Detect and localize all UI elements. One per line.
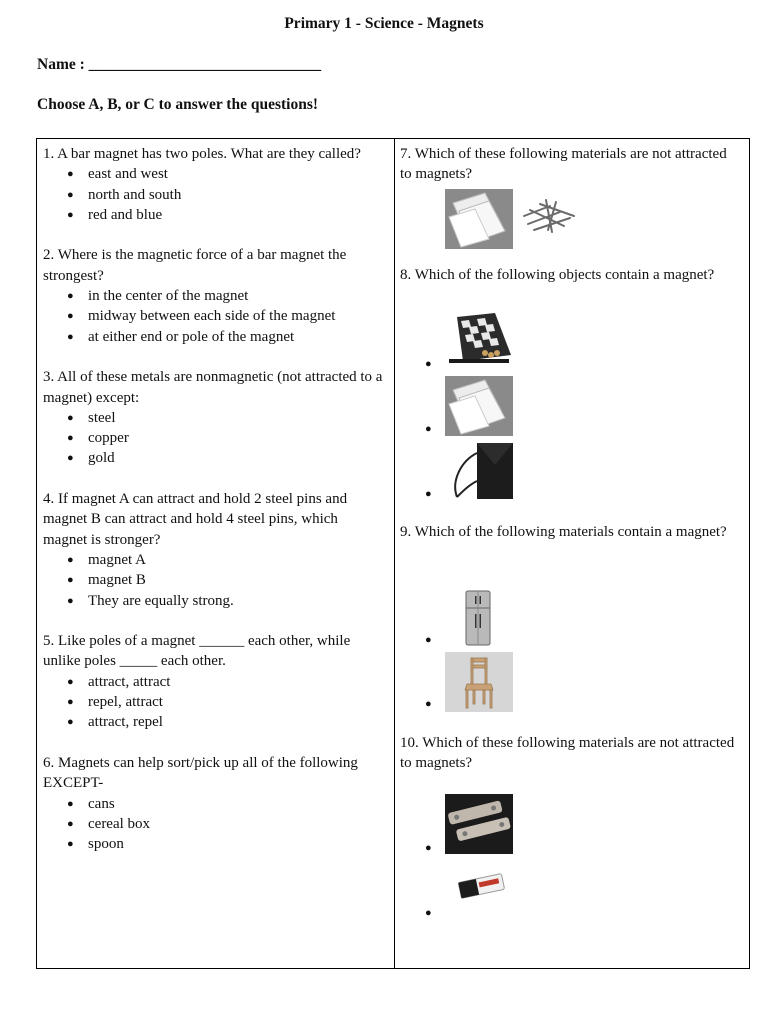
bullet-icon: ● (425, 842, 432, 854)
bullet-icon: ● (67, 797, 74, 810)
option-label: spoon (88, 836, 124, 853)
paper-sheets-icon (445, 376, 513, 436)
refrigerator-image (462, 590, 494, 646)
steel-nails-image (520, 196, 578, 236)
bullet-icon: ● (425, 907, 432, 919)
question-2 (43, 245, 385, 346)
option-item[interactable] (43, 185, 385, 205)
bullet-icon: ● (67, 432, 74, 445)
options-list (43, 794, 385, 855)
question-4 (43, 489, 385, 611)
paper-sheets-image (445, 189, 513, 249)
question-text: 8. Which of the following objects contain a magnet? (400, 267, 715, 283)
paper-sheets-image (445, 376, 513, 436)
option-item[interactable] (43, 794, 385, 814)
option-item[interactable] (43, 814, 385, 834)
question-text: 9. Which of the following materials contain a magnet? (400, 524, 727, 540)
question-text: 6. Magnets can help sort/pick up all of the following EXCEPT- (43, 754, 358, 792)
question-text: 2. Where is the magnetic force of a bar magnet the strongest? (43, 247, 347, 284)
left-column (43, 144, 385, 875)
option-item[interactable] (43, 164, 385, 184)
eraser-icon (455, 866, 507, 902)
option-label: at either end or pole of the magnet (88, 328, 295, 345)
wallet-image (445, 441, 513, 501)
question-text: 1. A bar magnet has two poles. What are they called? (43, 146, 361, 162)
question-text: 3. All of these metals are nonmagnetic (not attracted to a magnet) except: (43, 369, 383, 406)
option-item[interactable] (43, 448, 385, 468)
question-text: 10. Which of these following materials are not attracted to magnets? (400, 735, 735, 772)
bullet-icon: ● (67, 817, 74, 830)
bullet-icon: ● (67, 188, 74, 201)
options-list (43, 408, 385, 469)
question-text: 4. If magnet A can attract and hold 2 steel pins and magnet B can attract and hold 4 steel pins, which magnet is stronger? (43, 491, 348, 548)
question-10 (400, 733, 742, 774)
bullet-icon: ● (67, 290, 74, 303)
bullet-icon: ● (67, 330, 74, 343)
paper-sheets-icon (445, 189, 513, 249)
option-label: red and blue (88, 206, 163, 223)
option-item[interactable] (43, 591, 385, 611)
option-item[interactable] (43, 550, 385, 570)
option-item[interactable] (43, 306, 385, 326)
option-label: in the center of the magnet (88, 288, 249, 305)
magnetic-chess-board-image (445, 309, 513, 367)
bullet-icon: ● (67, 838, 74, 851)
chair-icon (445, 652, 513, 712)
question-9 (400, 522, 742, 542)
magnetic-strips-image (445, 794, 513, 854)
bullet-icon: ● (67, 716, 74, 729)
option-label: attract, attract (88, 673, 171, 690)
magnet-strips-icon (445, 794, 513, 854)
instruction-text: Choose A, B, or C to answer the questions! (37, 96, 319, 113)
question-8 (400, 265, 742, 285)
bullet-icon: ● (67, 553, 74, 566)
question-text: 5. Like poles of a magnet ______ each other, while unlike poles _____ each other. (43, 633, 351, 670)
bullet-icon: ● (67, 411, 74, 424)
question-3 (43, 367, 385, 468)
option-label: magnet B (88, 572, 146, 589)
bullet-icon: ● (67, 574, 74, 587)
option-label: cans (88, 795, 115, 812)
bullet-icon: ● (67, 696, 74, 709)
bullet-icon: ● (67, 594, 74, 607)
refrigerator-icon (462, 590, 494, 646)
options-list (43, 672, 385, 733)
bullet-icon: ● (425, 698, 432, 710)
option-item[interactable] (43, 205, 385, 225)
name-field-label: Name : ______________________________ (37, 56, 322, 73)
option-label: gold (88, 450, 115, 467)
option-label: magnet A (88, 551, 146, 568)
option-label: copper (88, 430, 129, 447)
chessboard-icon (445, 309, 513, 367)
bullet-icon: ● (425, 634, 432, 646)
page-title: Primary 1 - Science - Magnets (284, 15, 484, 32)
option-label: cereal box (88, 815, 151, 832)
bullet-icon: ● (67, 675, 74, 688)
bullet-icon: ● (425, 488, 432, 500)
bullet-icon: ● (67, 452, 74, 465)
option-item[interactable] (43, 570, 385, 590)
option-label: east and west (88, 166, 168, 183)
bullet-icon: ● (67, 310, 74, 323)
option-label: attract, repel (88, 714, 163, 731)
option-item[interactable] (43, 327, 385, 347)
bullet-icon: ● (67, 168, 74, 181)
option-label: midway between each side of the magnet (88, 308, 336, 325)
wallet-icon (445, 441, 513, 501)
question-1 (43, 144, 385, 225)
option-item[interactable] (43, 712, 385, 732)
option-item[interactable] (43, 692, 385, 712)
option-item[interactable] (43, 834, 385, 854)
column-divider (394, 139, 395, 968)
option-item[interactable] (43, 428, 385, 448)
question-7 (400, 144, 742, 185)
wooden-chair-image (445, 652, 513, 712)
quiz-table (36, 138, 750, 969)
bullet-icon: ● (425, 423, 432, 435)
option-item[interactable] (43, 286, 385, 306)
nails-icon (520, 196, 578, 236)
option-label: They are equally strong. (88, 592, 234, 609)
question-6 (43, 753, 385, 854)
options-list (43, 550, 385, 611)
options-list (43, 286, 385, 347)
question-text: 7. Which of these following materials are not attracted to magnets? (400, 146, 727, 183)
options-list (43, 164, 385, 225)
bullet-icon: ● (425, 358, 432, 370)
option-item[interactable] (43, 672, 385, 692)
option-item[interactable] (43, 408, 385, 428)
option-label: repel, attract (88, 694, 163, 711)
option-label: north and south (88, 186, 182, 203)
question-5 (43, 631, 385, 732)
eraser-image (455, 866, 507, 902)
bullet-icon: ● (67, 208, 74, 221)
option-label: steel (88, 409, 116, 426)
